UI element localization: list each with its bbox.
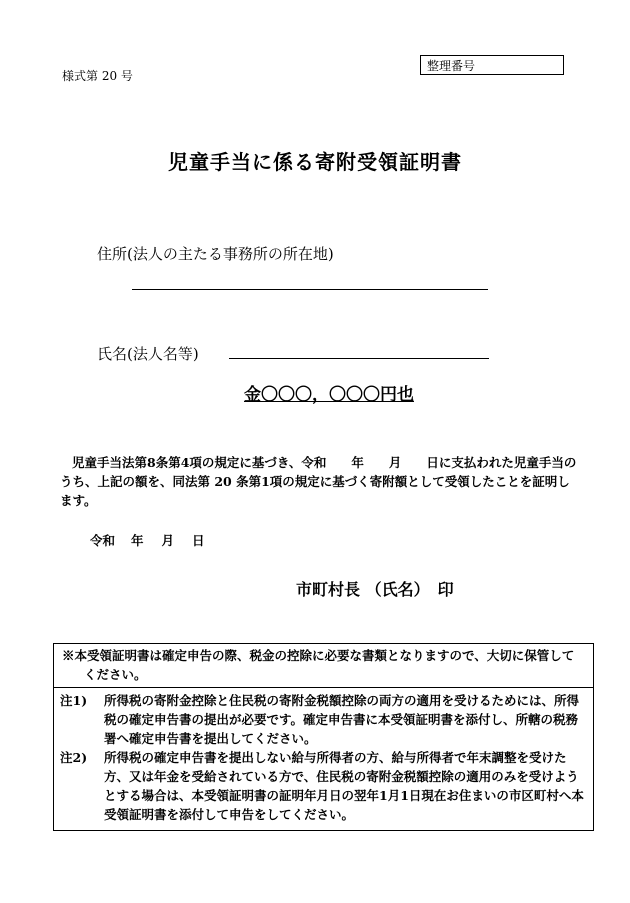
date-day: 日 [192,533,205,548]
address-label: 住所(法人の主たる事務所の所在地) [97,245,334,263]
amount-text: 金〇〇〇，〇〇〇円也 [244,385,414,405]
note-item-1 [54,691,593,748]
name-label: 氏名(法人名等) [97,345,199,363]
address-field-line[interactable] [132,289,488,290]
note-number: 注1) [60,693,88,708]
note-text: 所得税の確定申告書を提出しない給与所得者の方、給与所得者で年末調整を受けた方、又は年金を受給されている方で、住民税の寄附金税額控除の適用のみを受けようとする場合は、本受領証明書の証明年月日の翌年1月1日現在お住まいの市区町村へ本受領証明書を添付して申告をしてください。 [104,750,584,822]
form-number: 様式第 20 号 [62,69,133,83]
notes-header-line1: ※本受領証明書は確定申告の際、税金の控除に必要な書類となりますので、大切に保管して [62,648,575,663]
name-field-line[interactable] [229,358,489,359]
reference-number-box: 整理番号 [420,55,564,75]
note-text: 所得税の寄附金控除と住民税の寄附金税額控除の両方の適用を受けるためには、所得税の確定申告書の提出が必要です。確定申告書に本受領証明書を添付し、所轄の税務署へ確定申告書を提出してください。 [104,693,580,746]
note-item-2 [54,748,593,824]
notes-box [53,643,594,831]
mayor-signature-line: 市町村長 （氏名） 印 [296,580,454,599]
certification-statement: 児童手当法第8条第4項の規定に基づき、令和 年 月 日に支払われた児童手当のうち、上記の額を、同法第 20 条第1項の規定に基づく寄附額として受領したことを証明します。 [60,455,577,508]
notes-header [54,644,593,688]
issue-date [90,531,205,549]
date-month: 月 [161,533,175,548]
date-year: 年 [131,533,144,548]
document-title: 児童手当に係る寄附受領証明書 [168,150,462,174]
notes-header-line2: ください。 [84,667,147,682]
date-era: 令和 [90,533,116,548]
note-number: 注2) [60,750,88,765]
